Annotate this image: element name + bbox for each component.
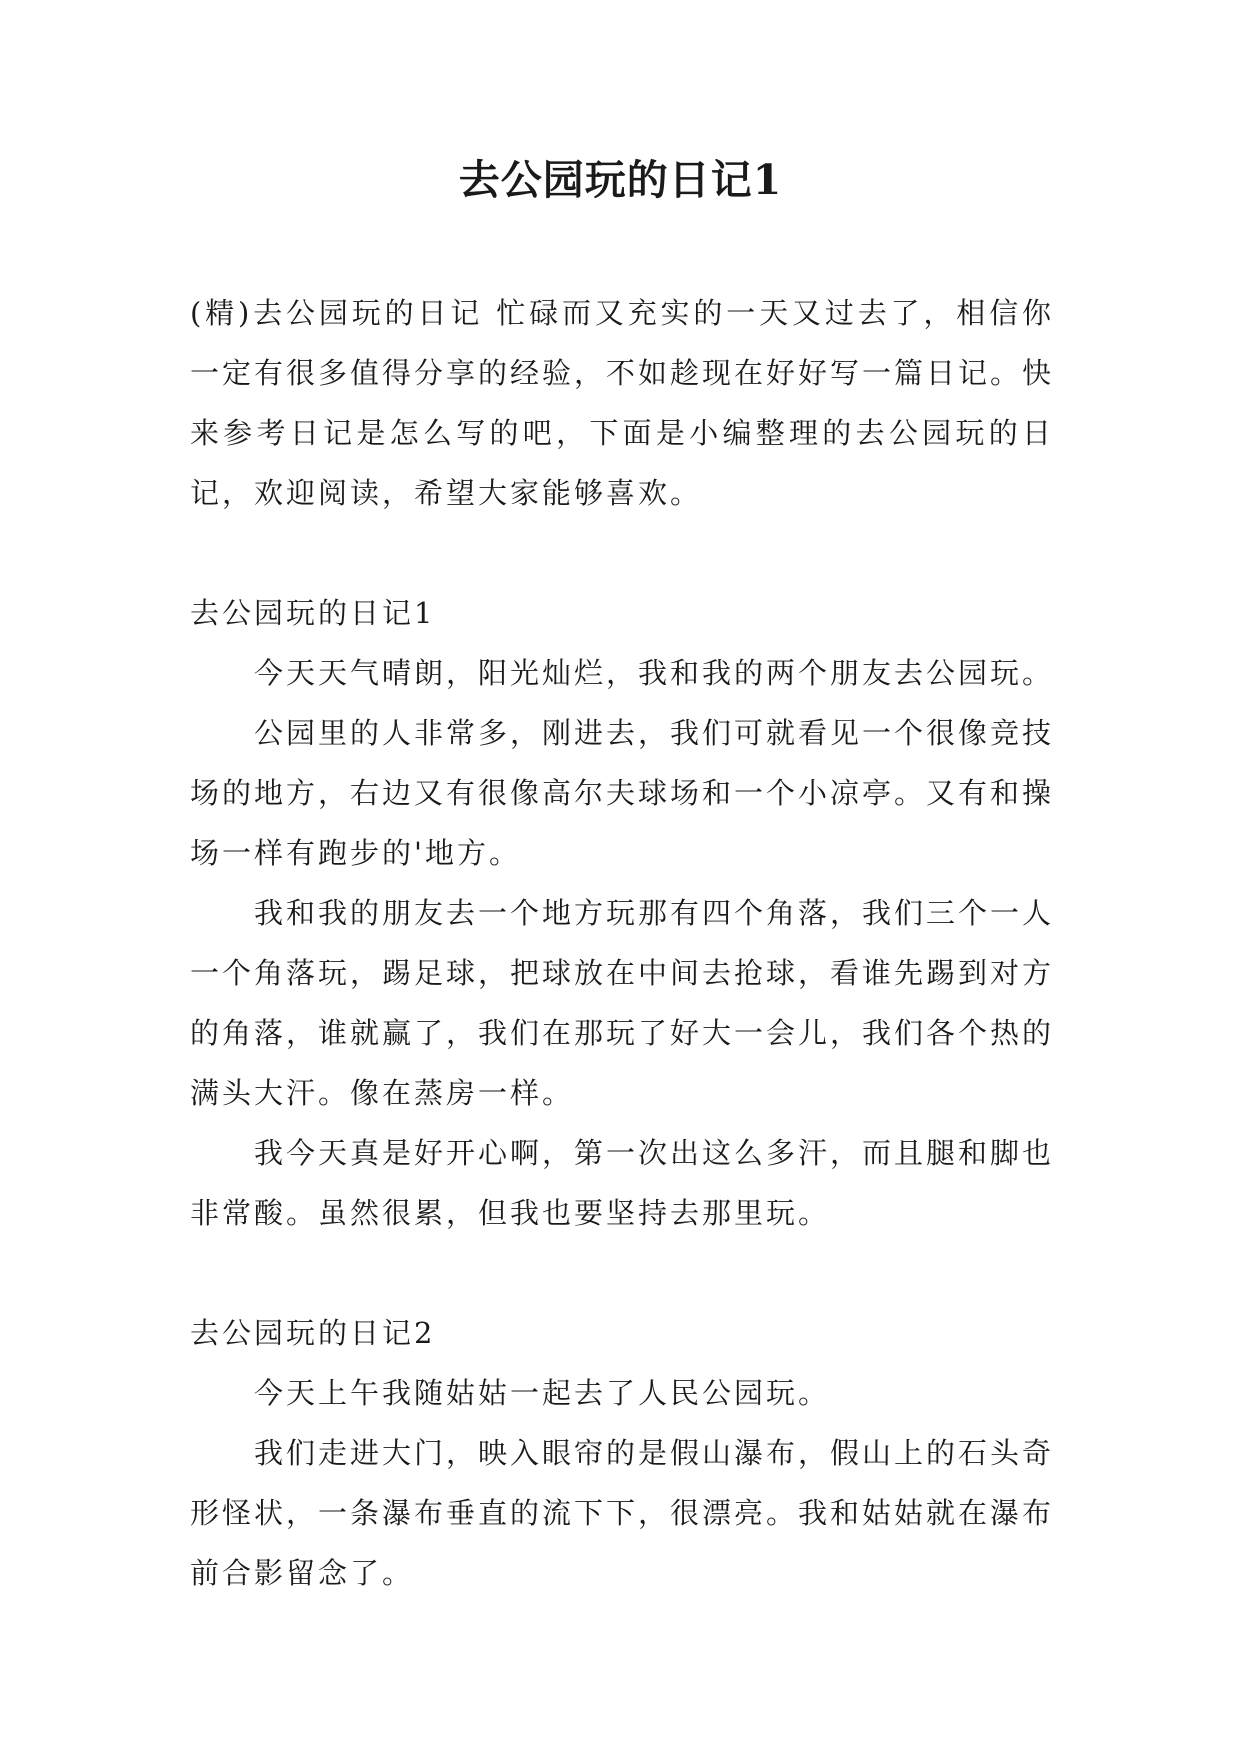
section-gap [190,523,1054,583]
paragraph: 我和我的朋友去一个地方玩那有四个角落，我们三个一人一个角落玩，踢足球，把球放在中间去抢球，看谁先踢到对方的角落，谁就赢了，我们在那玩了好大一会儿，我们各个热的满头大汗。像在蒸房一样。 [190,896,1055,1110]
section-heading: 去公园玩的日记2 [190,1316,436,1350]
paragraph: 我今天真是好开心啊，第一次出这么多汗，而且腿和脚也非常酸。虽然很累，但我也要坚持去那里玩。 [190,1136,1055,1230]
section-gap [190,1243,1054,1303]
document-title: 去公园玩的日记1 [458,156,783,204]
intro-paragraph: (精)去公园玩的日记 忙碌而又充实的一天又过去了，相信你一定有很多值得分享的经验，不如趁现在好好写一篇日记。快来参考日记是怎么写的吧，下面是小编整理的去公园玩的日记，欢迎阅读，希望大家能够喜欢。 [190,296,1055,510]
paragraph: 今天天气晴朗，阳光灿烂，我和我的两个朋友去公园玩。 [254,656,1055,690]
document-body [190,283,1054,1603]
paragraph: 今天上午我随姑姑一起去了人民公园玩。 [254,1376,831,1410]
section-heading: 去公园玩的日记1 [190,596,436,630]
paragraph: 公园里的人非常多，刚进去，我们可就看见一个很像竞技场的地方，右边又有很像高尔夫球场和一个小凉亭。又有和操场一样有跑步的'地方。 [190,716,1055,870]
paragraph: 我们走进大门，映入眼帘的是假山瀑布，假山上的石头奇形怪状，一条瀑布垂直的流下下，很漂亮。我和姑姑就在瀑布前合影留念了。 [190,1436,1055,1590]
